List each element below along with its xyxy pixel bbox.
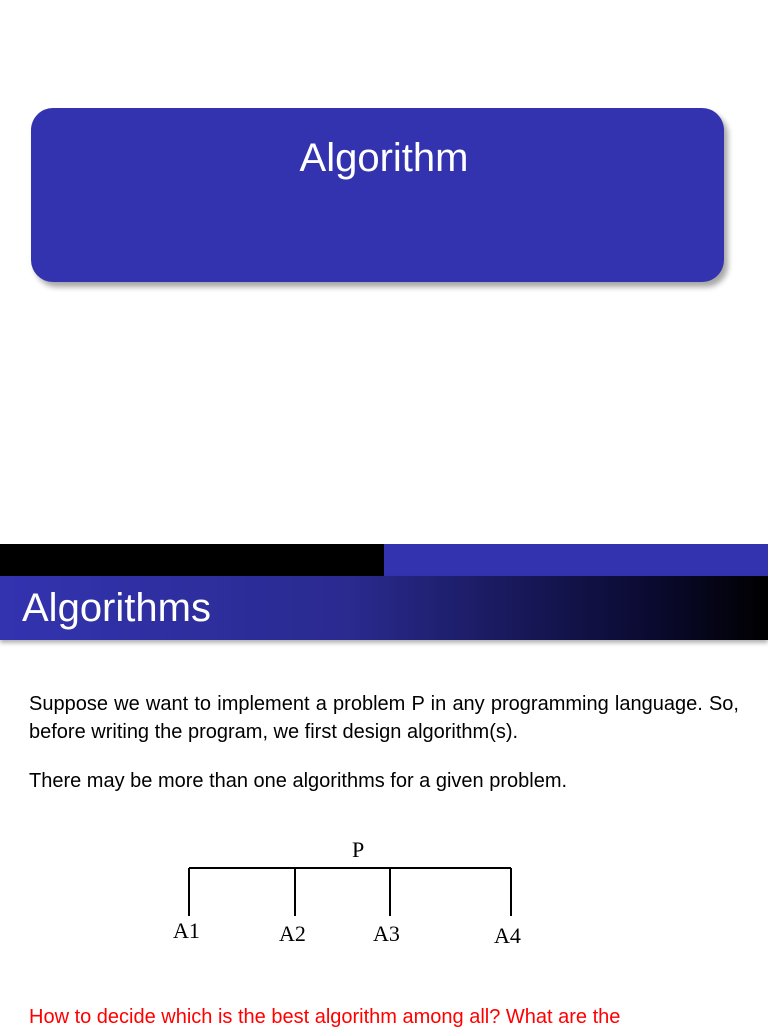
slide1-title-box (31, 108, 724, 282)
tree-leaf-a1: A1 (173, 918, 200, 943)
tree-leaf-a2: A2 (279, 921, 306, 946)
tree-leaf-a4: A4 (494, 923, 521, 948)
tree-root-label: P (352, 837, 365, 862)
slide1-title: Algorithm (299, 136, 469, 180)
header-band-blue (384, 544, 768, 576)
slide2-title: Algorithms (22, 586, 211, 630)
question-text: How to decide which is the best algorithm among all? What are the (29, 1006, 621, 1028)
paragraph-multiple-algorithms: There may be more than one algorithms for a given problem. (29, 770, 568, 792)
algorithm-tree-diagram (0, 830, 768, 960)
paragraph-problem: Suppose we want to implement a problem P in any programming language. So, before writing the program, we first design algorithm(s). (29, 693, 739, 743)
tree-leaf-a3: A3 (373, 921, 400, 946)
header-band-black (0, 544, 384, 576)
